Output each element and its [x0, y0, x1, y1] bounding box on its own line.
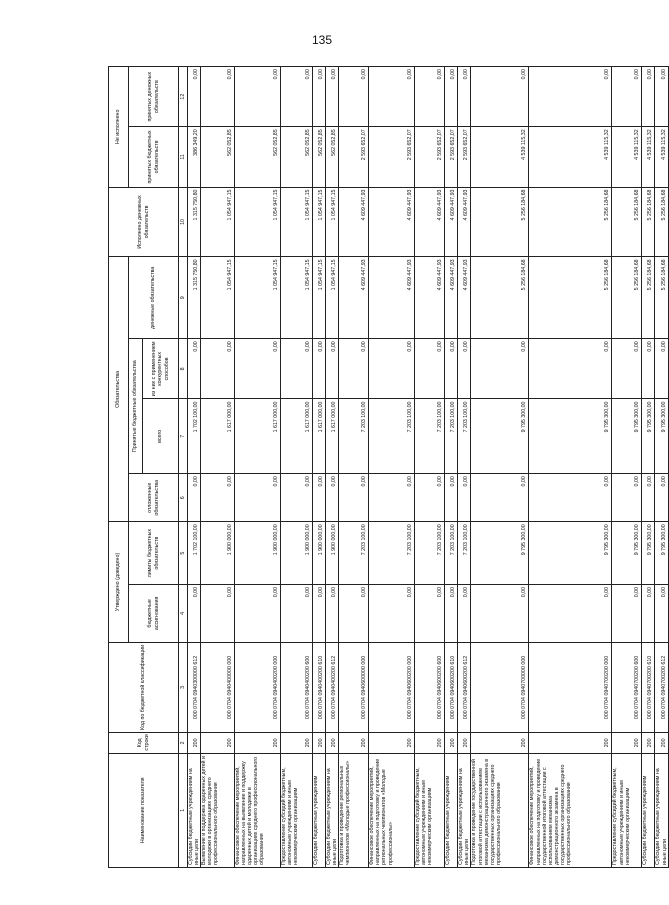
- cell-c4: 0,00: [529, 584, 612, 642]
- cell-c12: 0,00: [458, 67, 471, 127]
- header-monetary: денежные обязательства: [129, 257, 179, 339]
- cell-c8: 0,00: [445, 339, 458, 399]
- cell-c4: 0,00: [369, 584, 415, 642]
- cell-c11: 562 052,85: [201, 127, 235, 187]
- table-row: [235, 67, 281, 868]
- row-code: 200: [415, 733, 445, 753]
- row-name: Субсидии бюджетным учреждениям: [313, 753, 326, 867]
- cell-c4: 0,00: [281, 584, 313, 642]
- cell-c8: 0,00: [339, 339, 369, 399]
- cell-c8: 0,00: [471, 339, 529, 399]
- cell-c12: 0,00: [612, 67, 642, 127]
- cell-c4: 0,00: [612, 584, 642, 642]
- row-name: Субсидии бюджетным учреждениям: [642, 753, 655, 867]
- column-number: 11: [179, 127, 188, 187]
- cell-c6: 0,00: [235, 474, 281, 522]
- cell-c8: 0,00: [655, 339, 669, 399]
- cell-c4: 0,00: [415, 584, 445, 642]
- cell-c10: 1 315 750,80: [188, 187, 201, 257]
- cell-c8: 0,00: [529, 339, 612, 399]
- row-classification: 000 0704 0940400200 000: [235, 642, 281, 732]
- cell-c11: 562 052,85: [235, 127, 281, 187]
- cell-c5: 9 795 300,00: [612, 522, 642, 585]
- cell-c11: 562 052,85: [313, 127, 326, 187]
- cell-c10: 5 256 184,68: [642, 187, 655, 257]
- cell-c10: 1 054 947,15: [313, 187, 326, 257]
- cell-c6: 0,00: [188, 474, 201, 522]
- cell-c5: 7 203 100,00: [415, 522, 445, 585]
- header-deferred: отложенные обязательства: [129, 474, 179, 522]
- table-row: [201, 67, 235, 868]
- cell-c6: 0,00: [642, 474, 655, 522]
- cell-c6: 0,00: [326, 474, 339, 522]
- cell-c5: 1 900 000,00: [326, 522, 339, 585]
- cell-c7: 9 795 300,00: [655, 399, 669, 474]
- table-row: [642, 67, 655, 868]
- cell-c11: 4 539 115,32: [529, 127, 612, 187]
- cell-c8: 0,00: [201, 339, 235, 399]
- row-code: 200: [281, 733, 313, 753]
- cell-c9: 1 054 947,15: [313, 257, 326, 339]
- cell-c6: 0,00: [458, 474, 471, 522]
- column-number: 8: [179, 339, 188, 399]
- cell-c6: 0,00: [415, 474, 445, 522]
- cell-c8: 0,00: [188, 339, 201, 399]
- cell-c11: 2 593 652,07: [458, 127, 471, 187]
- table-row: [188, 67, 201, 868]
- column-number: 9: [179, 257, 188, 339]
- row-code: 200: [642, 733, 655, 753]
- cell-c11: 2 593 652,07: [339, 127, 369, 187]
- row-classification: 000 0704 0940600200 600: [415, 642, 445, 732]
- cell-c8: 0,00: [313, 339, 326, 399]
- row-classification: 000 0704 0940600200 612: [458, 642, 471, 732]
- row-code: 200: [201, 733, 235, 753]
- cell-c10: 5 256 184,68: [612, 187, 642, 257]
- cell-c7: 1 617 000,00: [313, 399, 326, 474]
- cell-c12: 0,00: [445, 67, 458, 127]
- cell-c9: 1 054 947,15: [326, 257, 339, 339]
- cell-c10: 5 256 184,68: [655, 187, 669, 257]
- row-name: Подготовка и проведение государственной итоговой аттестации с использованием механизма демонстрационного экзамена в государственных организациях среднего профессионального образования: [471, 753, 529, 867]
- row-classification: 000 0704 0940700200 612: [655, 642, 669, 732]
- header-accepted-budget-obl: принятых бюджетных обязательств: [129, 127, 179, 187]
- budget-execution-table: [108, 66, 669, 868]
- header-budget-allocations: бюджетные ассигнования: [129, 584, 179, 642]
- table-row: [313, 67, 326, 868]
- column-number: 10: [179, 187, 188, 257]
- cell-c11: 4 539 115,32: [642, 127, 655, 187]
- header-total: всего: [143, 399, 179, 474]
- header-accepted-budget: Принятые бюджетные обязательства: [129, 339, 143, 474]
- cell-c6: 0,00: [339, 474, 369, 522]
- cell-c11: 562 052,85: [326, 127, 339, 187]
- cell-c11: 4 539 115,32: [612, 127, 642, 187]
- column-number: 5: [179, 522, 188, 585]
- cell-c9: 1 054 947,15: [201, 257, 235, 339]
- cell-c9: 4 609 447,93: [458, 257, 471, 339]
- header-approved: Утверждено (доведено): [109, 522, 129, 642]
- row-code: 200: [529, 733, 612, 753]
- cell-c4: 0,00: [655, 584, 669, 642]
- cell-c11: 562 052,85: [281, 127, 313, 187]
- cell-c10: 1 054 947,15: [326, 187, 339, 257]
- cell-c9: 4 609 447,93: [369, 257, 415, 339]
- cell-c10: 4 609 447,93: [415, 187, 445, 257]
- cell-c10: 4 609 447,93: [339, 187, 369, 257]
- cell-c4: 0,00: [235, 584, 281, 642]
- cell-c7: 7 203 100,00: [415, 399, 445, 474]
- cell-c5: 9 795 300,00: [471, 522, 529, 585]
- cell-c11: 386 349,20: [188, 127, 201, 187]
- cell-c4: 0,00: [471, 584, 529, 642]
- row-classification: 000 0704 0940400200 610: [313, 642, 326, 732]
- row-name: Предоставление субсидий бюджетным, автономным учреждениям и иным некоммерческим организациям: [281, 753, 313, 867]
- cell-c12: 0,00: [281, 67, 313, 127]
- cell-c10: 1 054 947,15: [201, 187, 235, 257]
- header-obligations: Обязательства: [109, 257, 129, 522]
- row-name: Выявление и поддержка одаренных детей и молодежи в организациях среднего профессионального образования: [201, 753, 235, 867]
- cell-c5: 9 795 300,00: [642, 522, 655, 585]
- column-number: 7: [179, 399, 188, 474]
- row-classification: 000 0704 0940700200 600: [612, 642, 642, 732]
- table-row: [445, 67, 458, 868]
- cell-c10: 1 054 947,15: [235, 187, 281, 257]
- cell-c4: 0,00: [188, 584, 201, 642]
- cell-c11: 2 593 652,07: [415, 127, 445, 187]
- row-classification: 000 0704 0940300000 612: [188, 642, 201, 732]
- row-name: Финансовое обеспечение мероприятий, направленных на подготовку и проведение государственной итоговой аттестации с использованием механизма демонстрационного экзамена в государственных организациях среднего профессионального образования: [529, 753, 612, 867]
- cell-c12: 0,00: [201, 67, 235, 127]
- cell-c12: 0,00: [188, 67, 201, 127]
- cell-c11: 4 539 115,32: [471, 127, 529, 187]
- cell-c9: 5 256 184,68: [612, 257, 642, 339]
- cell-c8: 0,00: [369, 339, 415, 399]
- header-classification: Код по бюджетной классификации: [109, 642, 179, 732]
- cell-c9: 4 609 447,93: [445, 257, 458, 339]
- row-code: 200: [458, 733, 471, 753]
- cell-c8: 0,00: [281, 339, 313, 399]
- cell-c7: 9 795 300,00: [612, 399, 642, 474]
- row-code: 200: [445, 733, 458, 753]
- column-number: 12: [179, 67, 188, 127]
- cell-c5: 9 795 300,00: [655, 522, 669, 585]
- table-row: [529, 67, 612, 868]
- cell-c12: 0,00: [326, 67, 339, 127]
- cell-c12: 0,00: [642, 67, 655, 127]
- row-classification: 000 0704 0940600200 610: [445, 642, 458, 732]
- column-number: 3: [179, 642, 188, 732]
- row-name: Субсидии бюджетным учреждениям на иные цели: [458, 753, 471, 867]
- cell-c5: 7 203 100,00: [369, 522, 415, 585]
- table-row: [471, 67, 529, 868]
- row-code: 200: [612, 733, 642, 753]
- row-classification: 000 0704 0940400200 600: [281, 642, 313, 732]
- row-code: 200: [471, 733, 529, 753]
- table-row: [339, 67, 369, 868]
- cell-c12: 0,00: [339, 67, 369, 127]
- cell-c5: 7 203 100,00: [339, 522, 369, 585]
- table-row: [612, 67, 642, 868]
- row-code: 200: [339, 733, 369, 753]
- cell-c5: 1 900 000,00: [281, 522, 313, 585]
- cell-c5: 7 203 100,00: [458, 522, 471, 585]
- cell-c12: 0,00: [529, 67, 612, 127]
- row-name: Субсидии бюджетным учреждениям на иные цели: [188, 753, 201, 867]
- cell-c12: 0,00: [369, 67, 415, 127]
- cell-c9: 4 609 447,93: [339, 257, 369, 339]
- row-name: Финансовое обеспечение мероприятий, направленных на выявление и поддержку одаренных детей и молодежи в организациях среднего профессионального образования: [235, 753, 281, 867]
- cell-c10: 5 256 184,68: [471, 187, 529, 257]
- rotated-report-table: [108, 66, 668, 868]
- cell-c7: 1 617 000,00: [201, 399, 235, 474]
- cell-c7: 1 617 000,00: [281, 399, 313, 474]
- column-number: 1: [179, 753, 188, 867]
- row-code: 200: [188, 733, 201, 753]
- row-name: Подготовка и проведение региональных чемпионатов «Молодые профессионалы»: [339, 753, 369, 867]
- cell-c9: 1 054 947,15: [281, 257, 313, 339]
- row-name: Предоставление субсидий бюджетным, автономным учреждениям и иным некоммерческим организациям: [415, 753, 445, 867]
- cell-c12: 0,00: [471, 67, 529, 127]
- row-classification: 000 0704 0940600000 000: [339, 642, 369, 732]
- cell-c6: 0,00: [313, 474, 326, 522]
- table-row: [415, 67, 445, 868]
- table-row: [369, 67, 415, 868]
- cell-c4: 0,00: [642, 584, 655, 642]
- cell-c7: 9 795 300,00: [529, 399, 612, 474]
- column-number: 2: [179, 733, 188, 753]
- cell-c11: 2 593 652,07: [369, 127, 415, 187]
- header-line-code: Код строки: [109, 733, 179, 753]
- cell-c8: 0,00: [235, 339, 281, 399]
- row-name: Субсидии бюджетным учреждениям на иные цели: [326, 753, 339, 867]
- row-code: 200: [313, 733, 326, 753]
- header-limits: лимиты бюджетных обязательств: [129, 522, 179, 585]
- cell-c6: 0,00: [655, 474, 669, 522]
- table-row: [326, 67, 339, 868]
- cell-c6: 0,00: [281, 474, 313, 522]
- cell-c9: 5 256 184,68: [471, 257, 529, 339]
- cell-c10: 4 609 447,93: [369, 187, 415, 257]
- header-name: Наименование показателя: [109, 753, 179, 867]
- cell-c6: 0,00: [369, 474, 415, 522]
- row-name: Субсидии бюджетным учреждениям на иные цели: [655, 753, 669, 867]
- cell-c5: 1 702 100,00: [188, 522, 201, 585]
- cell-c11: 4 539 115,32: [655, 127, 669, 187]
- cell-c5: 1 900 000,00: [313, 522, 326, 585]
- cell-c10: 5 256 184,68: [529, 187, 612, 257]
- row-code: 200: [655, 733, 669, 753]
- cell-c12: 0,00: [415, 67, 445, 127]
- row-classification: 000 0704 0940700000 000: [471, 642, 529, 732]
- cell-c9: 1 315 750,80: [188, 257, 201, 339]
- row-code: 200: [326, 733, 339, 753]
- header-competitive: из них с применением конкурентных способов: [143, 339, 179, 399]
- cell-c12: 0,00: [655, 67, 669, 127]
- cell-c12: 0,00: [235, 67, 281, 127]
- row-name: Предоставление субсидий бюджетным, автономным учреждениям и иным некоммерческим организациям: [612, 753, 642, 867]
- cell-c5: 1 900 000,00: [235, 522, 281, 585]
- row-code: 200: [235, 733, 281, 753]
- cell-c4: 0,00: [326, 584, 339, 642]
- cell-c6: 0,00: [612, 474, 642, 522]
- cell-c10: 1 054 947,15: [281, 187, 313, 257]
- page-number: 135: [312, 33, 333, 47]
- cell-c7: 7 203 100,00: [445, 399, 458, 474]
- cell-c7: 9 795 300,00: [642, 399, 655, 474]
- row-name: Финансовое обеспечение мероприятий, направленных на подготовку и проведение региональных чемпионатов «Молодые профессионалы»: [369, 753, 415, 867]
- table-row: [655, 67, 669, 868]
- row-classification: 000 0704 0940400000 000: [201, 642, 235, 732]
- row-name: Субсидии бюджетным учреждениям: [445, 753, 458, 867]
- row-classification: 000 0704 0940600200 000: [369, 642, 415, 732]
- cell-c4: 0,00: [458, 584, 471, 642]
- cell-c7: 7 203 100,00: [369, 399, 415, 474]
- cell-c6: 0,00: [471, 474, 529, 522]
- cell-c7: 9 795 300,00: [471, 399, 529, 474]
- row-classification: 000 0704 0940400200 612: [326, 642, 339, 732]
- cell-c8: 0,00: [415, 339, 445, 399]
- cell-c9: 5 256 184,68: [655, 257, 669, 339]
- cell-c11: 2 593 652,07: [445, 127, 458, 187]
- cell-c7: 7 203 100,00: [458, 399, 471, 474]
- cell-c8: 0,00: [326, 339, 339, 399]
- header-executed: Исполнено денежных обязательств: [109, 187, 179, 257]
- header-not-executed: Не исполнено: [109, 67, 129, 188]
- cell-c7: 1 702 100,00: [188, 399, 201, 474]
- cell-c10: 4 609 447,93: [445, 187, 458, 257]
- cell-c8: 0,00: [612, 339, 642, 399]
- table-row: [458, 67, 471, 868]
- cell-c9: 1 054 947,15: [235, 257, 281, 339]
- cell-c6: 0,00: [445, 474, 458, 522]
- cell-c8: 0,00: [458, 339, 471, 399]
- cell-c8: 0,00: [642, 339, 655, 399]
- cell-c4: 0,00: [313, 584, 326, 642]
- cell-c9: 5 256 184,68: [642, 257, 655, 339]
- row-code: 200: [369, 733, 415, 753]
- cell-c5: 9 795 300,00: [529, 522, 612, 585]
- cell-c9: 4 609 447,93: [415, 257, 445, 339]
- row-classification: 000 0704 0940700200 000: [529, 642, 612, 732]
- header-accepted-monetary-obl: принятых денежных обязательств: [129, 67, 179, 127]
- column-number: 6: [179, 474, 188, 522]
- cell-c7: 7 203 100,00: [339, 399, 369, 474]
- cell-c7: 1 617 000,00: [326, 399, 339, 474]
- cell-c6: 0,00: [201, 474, 235, 522]
- cell-c4: 0,00: [339, 584, 369, 642]
- row-classification: 000 0704 0940700200 610: [642, 642, 655, 732]
- cell-c12: 0,00: [313, 67, 326, 127]
- cell-c9: 5 256 184,68: [529, 257, 612, 339]
- cell-c6: 0,00: [529, 474, 612, 522]
- column-number: 4: [179, 584, 188, 642]
- table-row: [281, 67, 313, 868]
- cell-c7: 1 617 000,00: [235, 399, 281, 474]
- cell-c5: 7 203 100,00: [445, 522, 458, 585]
- cell-c5: 1 900 000,00: [201, 522, 235, 585]
- cell-c10: 4 609 447,93: [458, 187, 471, 257]
- cell-c4: 0,00: [445, 584, 458, 642]
- cell-c4: 0,00: [201, 584, 235, 642]
